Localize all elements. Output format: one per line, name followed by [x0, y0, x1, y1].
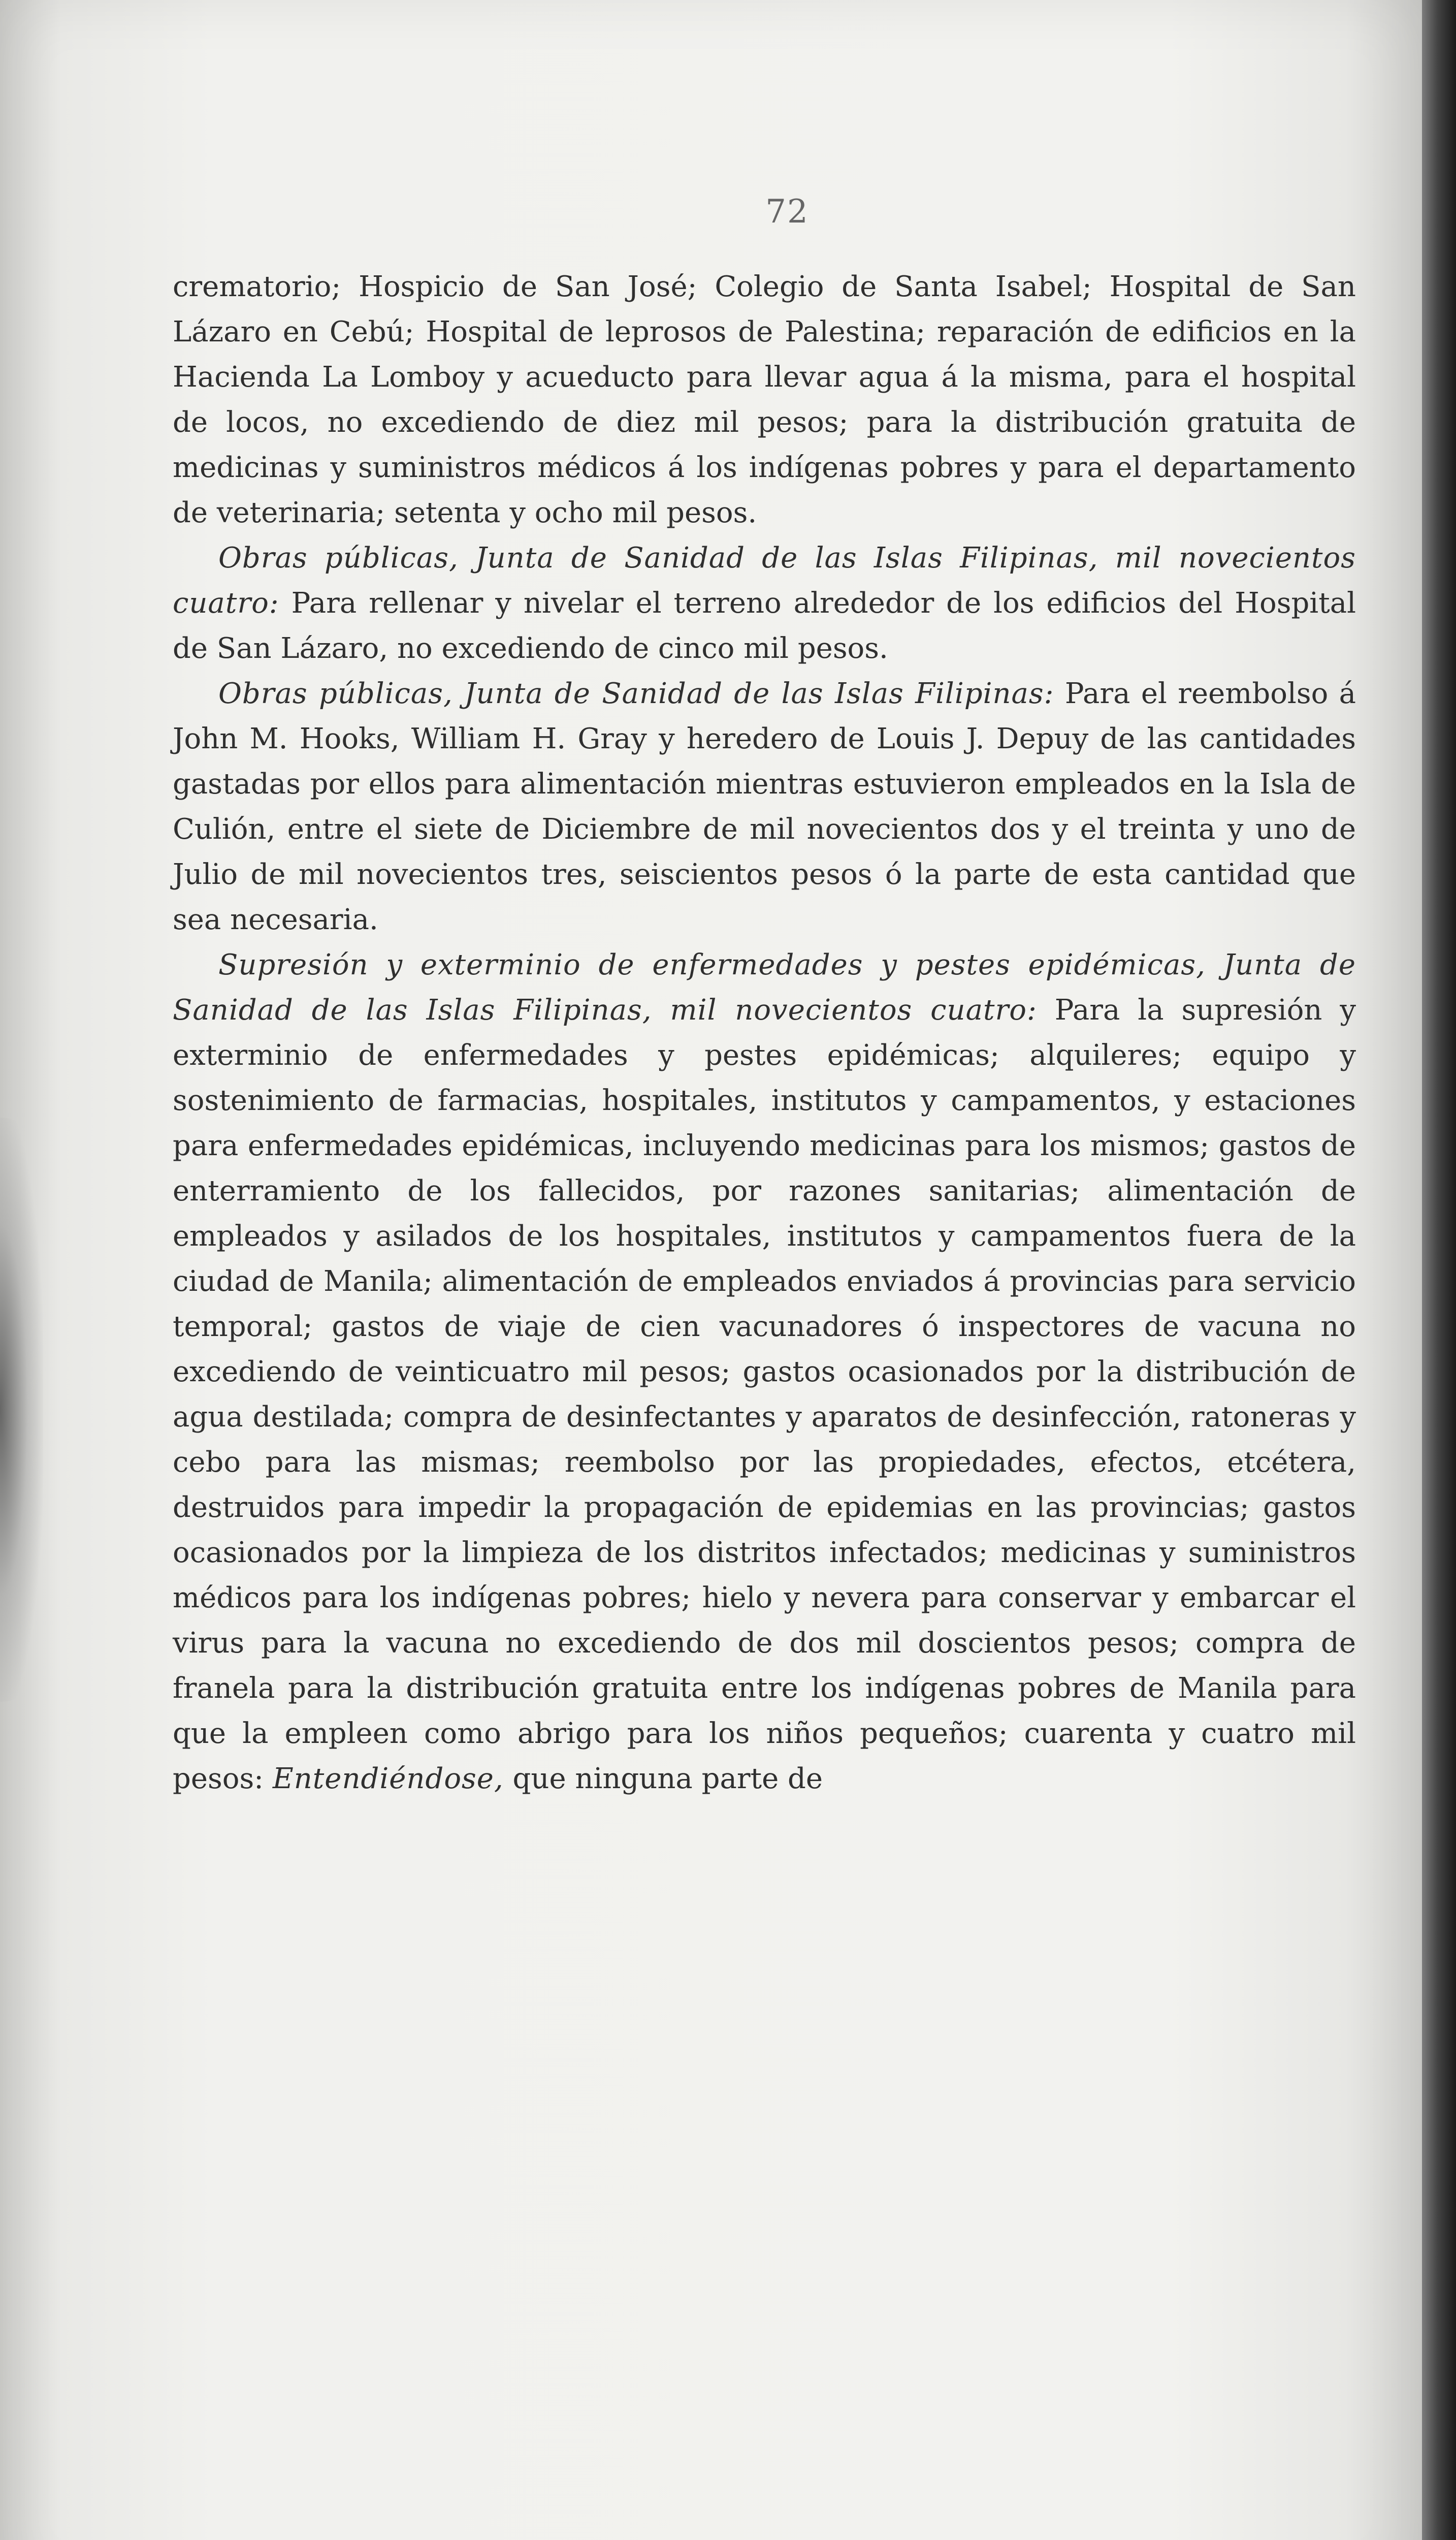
page-body — [173, 264, 1356, 1801]
paragraph-heading: Supresión y exterminio de enfermedades y pestes epidémicas, Junta de Sanidad de las Islas Filipinas, mil novecientos cuatro: — [173, 948, 1356, 1027]
page-number: 72 — [765, 193, 809, 231]
paragraph-trailing-text: que ninguna parte de — [503, 1762, 823, 1795]
paragraph-trailing-italic: Entendiéndose, — [272, 1762, 504, 1795]
paragraph-heading: Obras públicas, Junta de Sanidad de las Islas Filipinas: — [218, 677, 1054, 710]
paragraph-text: crematorio; Hospicio de San José; Colegio de Santa Isabel; Hospital de San Lázaro en Cebú; Hospital de leprosos de Palestina; reparación de edificios en la Hacienda La Lomboy y acueducto para llevar agua á la misma, para el hospital de locos, no excediendo de diez mil pesos; para la distribución gratuita de medicinas y suministros médicos á los indígenas pobres y para el departamento de veterinaria; setenta y ocho mil pesos. — [173, 270, 1356, 529]
paragraph-public-works-reimbursement — [173, 671, 1356, 942]
paragraph-heading: Obras públicas, Junta de Sanidad de las Islas Filipinas, mil novecientos cuatro: — [173, 542, 1356, 620]
paragraph-continuation — [173, 264, 1356, 535]
paragraph-text: Para la supresión y exterminio de enfermedades y pestes epidémicas; alquileres; equipo y sostenimiento de farmacias, hospitales, institutos y campamentos, y estaciones para enfermedades epidémicas, incluyendo medicinas para los mismos; gastos de enterramiento de los fallecidos, por razones sanitarias; alimentación de empleados y asilados de los hospitales, institutos y campamentos fuera de la ciudad de Manila; alimentación de empleados enviados á provincias para servicio temporal; gastos de viaje de cien vacunadores ó inspectores de vacuna no excediendo de veinticuatro mil pesos; gastos ocasionados por la distribución de agua destilada; compra de desinfectantes y aparatos de desinfección, ratoneras y cebo para las mismas; reembolso por las propiedades, efectos, etcétera, destruidos para impedir la propagación de epidemias en las provincias; gastos ocasionados por la limpieza de los distritos infectados; medicinas y suministros médicos para los indígenas pobres; hielo y nevera para conservar y embarcar el virus para la vacuna no excediendo de dos mil doscientos pesos; compra de franela para la distribución gratuita entre los indígenas pobres de Manila para que la empleen como abrigo para los niños pequeños; cuarenta y cuatro mil pesos: — [173, 994, 1356, 1795]
paragraph-epidemics — [173, 942, 1356, 1801]
paragraph-text: Para rellenar y nivelar el terreno alrededor de los edificios del Hospital de San Lázaro, no excediendo de cinco mil pesos. — [173, 587, 1356, 665]
scan-shadow — [0, 1118, 43, 1702]
paragraph-public-works-1904 — [173, 535, 1356, 671]
scan-edge — [1422, 0, 1456, 2540]
paragraph-text: Para el reembolso á John M. Hooks, William H. Gray y heredero de Louis J. Depuy de las cantidades gastadas por ellos para alimentación mientras estuvieron empleados en la Isla de Culión, entre el siete de Diciembre de mil novecientos dos y el treinta y uno de Julio de mil novecientos tres, seiscientos pesos ó la parte de esta cantidad que sea necesaria. — [173, 677, 1356, 936]
